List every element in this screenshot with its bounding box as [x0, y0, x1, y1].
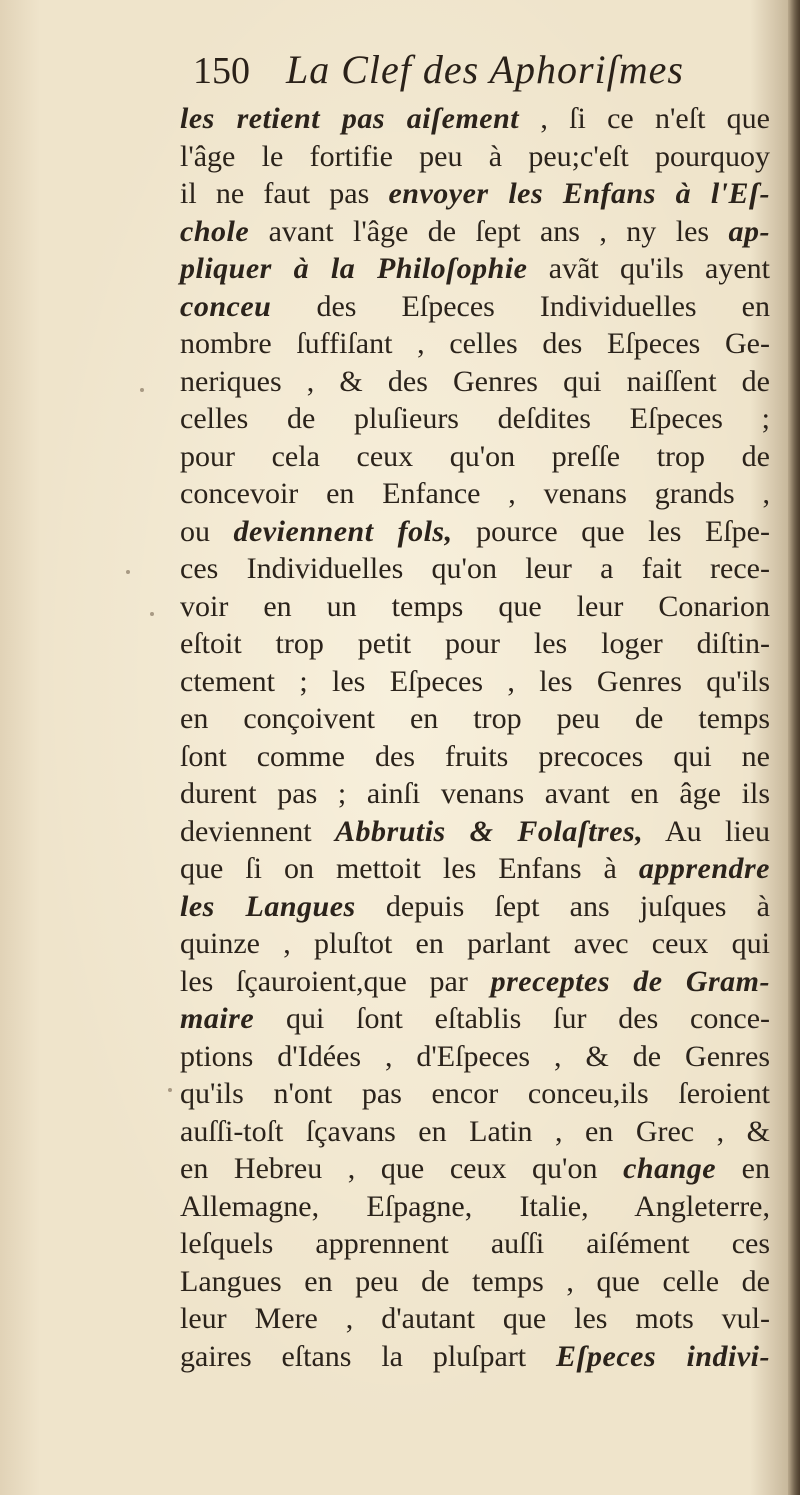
italic-phrase: les retient pas aiſement — [180, 102, 520, 135]
text-line — [180, 775, 770, 813]
text-line — [180, 963, 770, 1001]
text-segment: en — [716, 1152, 770, 1185]
text-segment: eſtoit trop petit pour les loger diſtin- — [180, 627, 770, 660]
ink-speck — [126, 570, 130, 574]
text-line — [180, 888, 770, 926]
text-line — [180, 250, 770, 288]
ink-speck — [140, 388, 144, 392]
running-title: La Clef des Aphoriſmes — [286, 47, 684, 92]
text-segment: avãt qu'ils ayent — [527, 252, 770, 285]
page-gutter-shadow — [788, 0, 800, 1495]
text-segment: qu'ils n'ont pas encor conceu,ils ſeroient — [180, 1077, 770, 1110]
text-line — [180, 325, 770, 363]
text-segment: deviennent — [180, 814, 336, 848]
text-line — [180, 700, 770, 738]
text-line — [180, 363, 770, 401]
text-segment: il ne faut pas — [180, 177, 389, 210]
text-line — [180, 1000, 770, 1038]
text-segment: , ſi ce n'eſt que — [519, 102, 770, 135]
text-segment: nombre ſuffiſant , celles des Eſpeces Ge- — [180, 327, 770, 360]
text-segment: ou — [180, 514, 234, 548]
text-segment: que ſi on mettoit les Enfans à — [180, 852, 639, 885]
text-segment: auſſi-toſt ſçavans en Latin , en Grec , & — [180, 1114, 770, 1148]
italic-phrase: chole — [180, 214, 250, 248]
text-line — [180, 1075, 770, 1113]
text-line — [180, 1150, 770, 1188]
text-segment: quinze , pluſtot en parlant avec ceux qui — [180, 927, 770, 960]
text-segment: leſquels apprennent auſſi aiſément ces — [180, 1227, 770, 1260]
text-line — [180, 1113, 770, 1151]
text-segment: durent pas ; ainſi venans avant en âge ils — [180, 777, 770, 810]
italic-phrase: envoyer les Enfans à l'Eſ- — [388, 177, 770, 210]
text-segment: voir en un temps que leur Conarion — [180, 589, 770, 623]
text-segment: concevoir en Enfance , venans grands , — [180, 477, 770, 510]
body-text — [180, 100, 770, 1375]
italic-phrase: deviennent fols, — [233, 514, 453, 548]
italic-phrase: ap- — [728, 214, 770, 248]
text-line — [180, 400, 770, 438]
ink-speck — [150, 612, 154, 616]
text-segment: en Hebreu , que ceux qu'on — [180, 1152, 624, 1185]
text-line — [180, 213, 770, 251]
text-line — [180, 513, 770, 551]
text-line — [180, 1038, 770, 1076]
italic-phrase: Abbrutis & Folaſtres, — [335, 814, 644, 848]
text-line — [180, 288, 770, 326]
italic-phrase: preceptes de Gram- — [490, 964, 770, 998]
text-segment: ptions d'Idées , d'Eſpeces , & de Genres — [180, 1039, 770, 1073]
text-line — [180, 138, 770, 176]
italic-phrase: pliquer à la Philoſophie — [180, 252, 528, 285]
text-segment: en conçoivent en trop peu de temps — [180, 702, 770, 735]
text-segment: ſont comme des fruits precoces qui ne — [180, 739, 770, 773]
text-line — [180, 475, 770, 513]
text-line — [180, 100, 770, 138]
ink-speck — [168, 1088, 172, 1092]
text-line — [180, 175, 770, 213]
text-line — [180, 813, 770, 851]
text-segment: pource que les Eſpe- — [452, 514, 770, 548]
text-segment: les ſçauroient,que par — [180, 964, 491, 998]
italic-phrase: change — [623, 1152, 717, 1185]
text-line — [180, 925, 770, 963]
text-segment: pour cela ceux qu'on preſſe trop de — [180, 439, 770, 473]
page-number: 150 — [193, 50, 250, 92]
italic-phrase: les Langues — [180, 889, 356, 923]
text-segment: avant l'âge de ſept ans , ny les — [249, 214, 729, 248]
text-segment: Au lieu — [643, 814, 770, 848]
text-segment: l'âge le fortifie peu à peu;c'eſt pourquoy — [180, 139, 770, 173]
italic-phrase: apprendre — [638, 852, 770, 885]
text-line — [180, 588, 770, 626]
text-segment: ces Individuelles qu'on leur a fait rece- — [180, 552, 770, 585]
text-line — [180, 1263, 770, 1301]
text-line — [180, 625, 770, 663]
text-segment: depuis ſept ans juſques à — [355, 889, 770, 923]
text-line — [180, 1338, 770, 1376]
text-segment: neriques , & des Genres qui naiſſent de — [180, 364, 770, 398]
text-segment: celles de pluſieurs deſdites Eſpeces ; — [180, 402, 770, 435]
text-segment: leur Mere , d'autant que les mots vul- — [180, 1302, 770, 1335]
text-line — [180, 850, 770, 888]
italic-phrase: conceu — [180, 289, 272, 323]
text-segment: qui ſont eſtablis ſur des conce- — [254, 1002, 770, 1035]
italic-phrase: Eſpeces indivi- — [556, 1339, 770, 1373]
text-line — [180, 550, 770, 588]
text-line — [180, 1300, 770, 1338]
text-line — [180, 663, 770, 701]
text-line — [180, 438, 770, 476]
text-line — [180, 738, 770, 776]
text-line — [180, 1188, 770, 1226]
text-segment: Allemagne, Eſpagne, Italie, Angleterre, — [180, 1189, 770, 1223]
italic-phrase: maire — [180, 1002, 255, 1035]
text-segment: Langues en peu de temps , que celle de — [180, 1264, 770, 1298]
text-segment: des Eſpeces Individuelles en — [271, 289, 770, 323]
page-header — [193, 46, 684, 106]
text-line — [180, 1225, 770, 1263]
text-segment: ctement ; les Eſpeces , les Genres qu'ils — [180, 664, 770, 698]
text-segment: gaires eſtans la pluſpart — [180, 1339, 557, 1373]
